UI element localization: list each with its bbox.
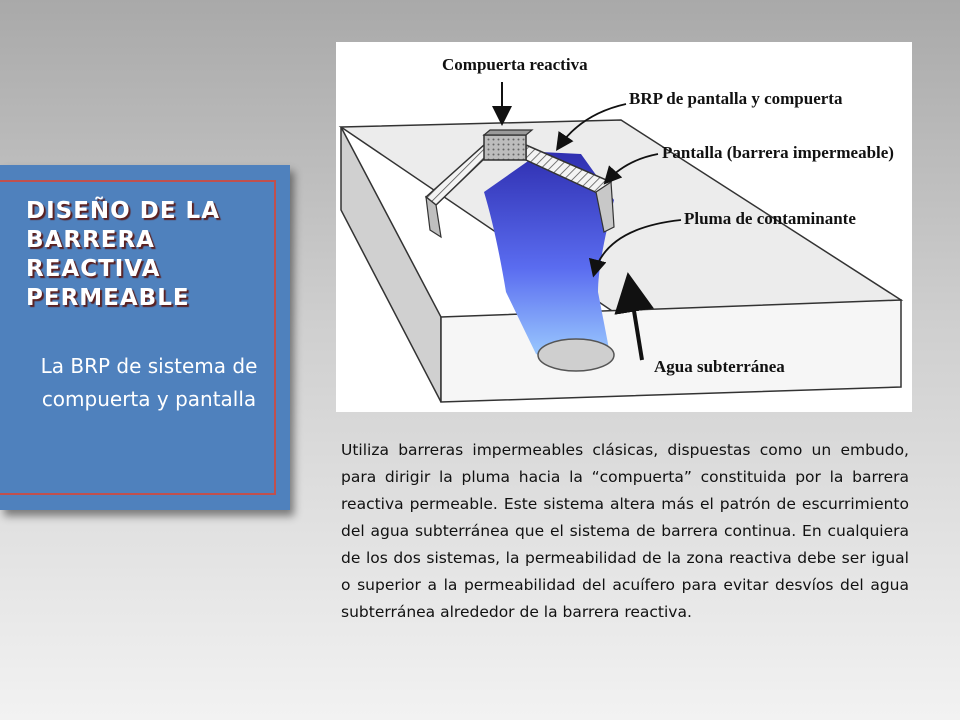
slide-subtitle: La BRP de sistema de compuerta y pantalla (40, 354, 258, 411)
label-brp-pantalla-compuerta: BRP de pantalla y compuerta (629, 89, 843, 108)
label-pluma-contaminante: Pluma de contaminante (684, 209, 856, 228)
slide-title: DISEÑO DE LA BARRERA REACTIVA PERMEABLE (26, 198, 221, 311)
reactive-gate (484, 135, 526, 160)
diagram-svg (336, 42, 912, 412)
label-pantalla: Pantalla (barrera impermeable) (662, 143, 894, 162)
block-front-face (441, 300, 901, 402)
body-paragraph: Utiliza barreras impermeables clásicas, dispuestas como un embudo, para dirigir la pluma hacia la “compuerta” constituida por la barrera reactiva permeable. Este sistema altera más el patrón de escurrimiento del agua subterránea que el sistema de barrera continua. En cualquiera de los dos sistemas, la permeabilidad de la zona reactiva debe ser igual o superior a la permeabilidad del acuífero para evitar desvíos del agua subterránea alrededor de la barrera reactiva. (341, 441, 909, 621)
label-compuerta-reactiva: Compuerta reactiva (442, 55, 588, 74)
funnel-and-gate-diagram (336, 42, 912, 412)
label-agua-subterranea: Agua subterránea (654, 357, 785, 376)
reactive-gate-top (484, 130, 532, 135)
title-card (0, 165, 290, 510)
plume-base-ellipse (538, 339, 614, 371)
